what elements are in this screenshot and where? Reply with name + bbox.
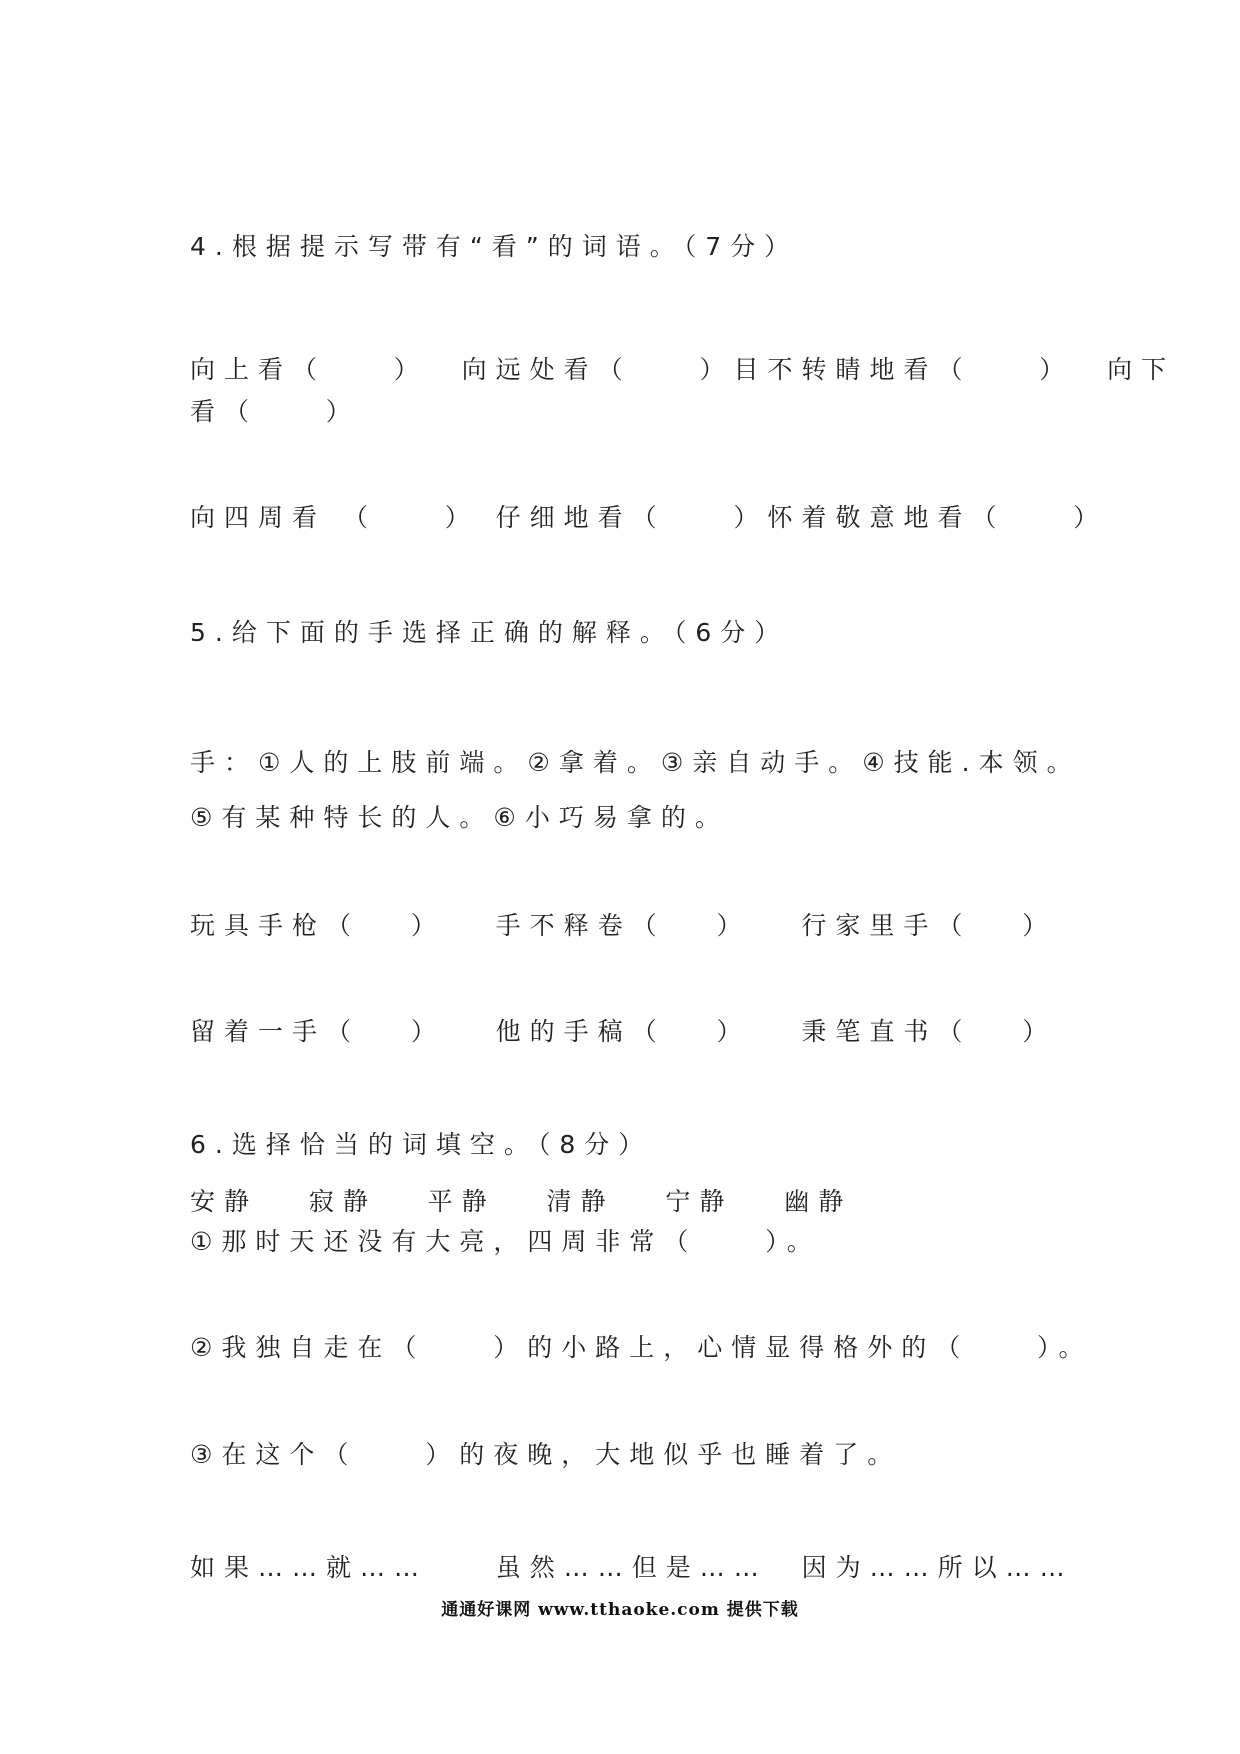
q5-title: 5.给下面的手选择正确的解释。（6分） bbox=[190, 618, 789, 647]
q5-definition-line-1: 手：①人的上肢前端。②拿着。③亲自动手。④技能.本领。 bbox=[190, 748, 1081, 777]
q6-item-3: ③在这个（ ）的夜晚，大地似乎也睡着了。 bbox=[190, 1440, 902, 1469]
q6-word-bank: 安静 寂静 平静 清静 宁静 幽静 bbox=[190, 1187, 853, 1216]
q6-conjunctions: 如果……就…… 虽然……但是…… 因为……所以…… bbox=[190, 1553, 1074, 1582]
q4-row-2: 向四周看 （ ） 仔细地看（ ）怀着敬意地看（ ） bbox=[190, 503, 1108, 532]
q6-title: 6.选择恰当的词填空。（8分） bbox=[190, 1130, 653, 1159]
q4-row-1-continued: 看（ ） bbox=[190, 397, 360, 426]
q4-title: 4.根据提示写带有“看”的词语。（7分） bbox=[190, 232, 799, 261]
footer-credit: 通通好课网 www.tthaoke.com 提供下载 bbox=[441, 1600, 799, 1620]
q5-definition-line-2: ⑤有某种特长的人。⑥小巧易拿的。 bbox=[190, 803, 729, 832]
q5-row-2: 留着一手（ ） 他的手稿（ ） 秉笔直书（ ） bbox=[190, 1017, 1057, 1046]
q4-row-1: 向上看（ ） 向远处看（ ）目不转睛地看（ ） 向下 bbox=[190, 355, 1176, 384]
q5-row-1: 玩具手枪（ ） 手不释卷（ ） 行家里手（ ） bbox=[190, 911, 1057, 940]
q6-item-2: ②我独自走在（ ）的小路上，心情显得格外的（ ）。 bbox=[190, 1333, 1093, 1362]
q6-item-1: ①那时天还没有大亮，四周非常（ ）。 bbox=[190, 1227, 821, 1256]
